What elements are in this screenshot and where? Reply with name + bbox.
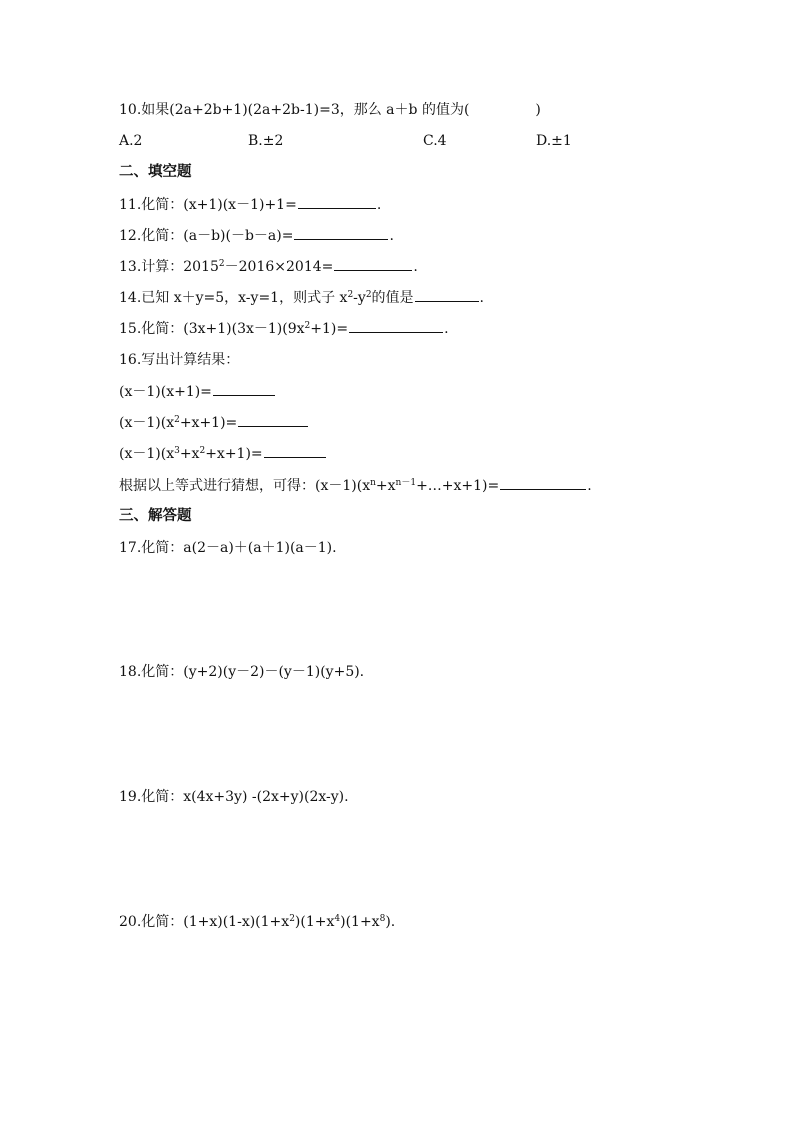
question-10-close: ) [535,102,541,118]
question-20 [119,912,395,932]
question-14-text: 14.已知 x＋y=5，x-y=1，则式子 x [119,290,348,306]
question-16-expr-3-mid: +x [179,446,200,462]
question-10-stem: 10.如果(2a+2b+1)(2a+2b-1)=3，那么 a＋b 的值为( [119,102,470,118]
question-20-text-end: ). [385,914,396,930]
answer-blank [500,475,586,490]
period: . [444,321,449,337]
section-heading-fill-in: 二、填空题 [119,164,192,180]
period: . [389,228,394,244]
question-16-expr-3: (x－1)(x [119,446,175,462]
superscript: 2 [304,321,311,331]
answer-blank [264,443,326,458]
question-16-line-1 [119,381,276,401]
answer-blank [334,256,412,271]
superscript: 2 [218,259,225,269]
question-16-expr-3-cont: +x+1)= [205,446,263,462]
question-16-line-3 [119,443,327,463]
option-b: B.±2 [248,133,284,149]
superscript: n－1 [395,478,417,488]
superscript: 2 [365,290,372,300]
superscript: 2 [174,415,180,425]
question-15-text-cont: +1)= [310,321,349,337]
question-14-text-cont: 的值是 [371,290,414,306]
question-16-line-2 [119,412,309,432]
period: . [587,478,592,494]
question-14-text-mid: -y [353,290,366,306]
question-14 [119,287,484,307]
question-11 [119,194,381,214]
question-13-text: 13.计算：2015 [119,259,219,275]
question-12 [119,225,394,245]
period: . [413,259,418,275]
question-16-expr-1: (x－1)(x+1)= [119,384,212,400]
question-11-text: 11.化简：(x+1)(x－1)+1= [119,197,297,213]
question-16-expr-2-cont: +x+1)= [179,415,238,431]
question-15 [119,318,449,338]
question-10-options [119,131,719,151]
question-20-text: 20.化简：(1+x)(1-x)(1+x [119,914,290,930]
question-18: 18.化简：(y+2)(y－2)－(y－1)(y+5). [119,664,365,680]
period: . [376,197,382,213]
superscript: 8 [379,914,386,924]
answer-blank [349,318,443,333]
option-a: A.2 [119,133,143,149]
question-19: 19.化简：x(4x+3y) -(2x+y)(2x-y). [119,789,349,805]
superscript: 2 [199,446,206,456]
question-16-guess-text: 根据以上等式进行猜想，可得：(x－1)(x [119,478,371,494]
question-20-text-mid: )(1+x [340,914,380,930]
question-20-text-mid: )(1+x [294,914,335,930]
answer-blank [294,225,388,240]
answer-blank [415,287,479,302]
superscript: 2 [347,290,354,300]
answer-blank [238,412,308,427]
question-16-guess [119,475,592,495]
question-13-text-cont: －2016×2014= [224,259,334,275]
superscript: 3 [174,446,180,456]
question-10 [119,100,541,120]
superscript: n [370,478,376,488]
answer-blank [213,381,275,396]
option-c: C.4 [423,133,447,149]
question-16-guess-mid: +x [375,478,396,494]
option-d: D.±1 [536,133,572,149]
answer-blank [298,194,376,209]
superscript: 2 [289,914,295,924]
question-16-title: 16.写出计算结果： [119,352,240,368]
question-17: 17.化简：a(2－a)＋(a＋1)(a－1). [119,540,337,556]
question-12-text: 12.化简：(a－b)(－b－a)= [119,228,294,244]
superscript: 4 [334,914,341,924]
question-16-expr-2: (x－1)(x [119,415,175,431]
section-heading-solve: 三、解答题 [119,508,192,524]
question-16-guess-cont: +…+x+1)= [416,478,500,494]
question-13 [119,256,418,276]
question-15-text: 15.化简：(3x+1)(3x－1)(9x [119,321,305,337]
period: . [479,290,484,306]
